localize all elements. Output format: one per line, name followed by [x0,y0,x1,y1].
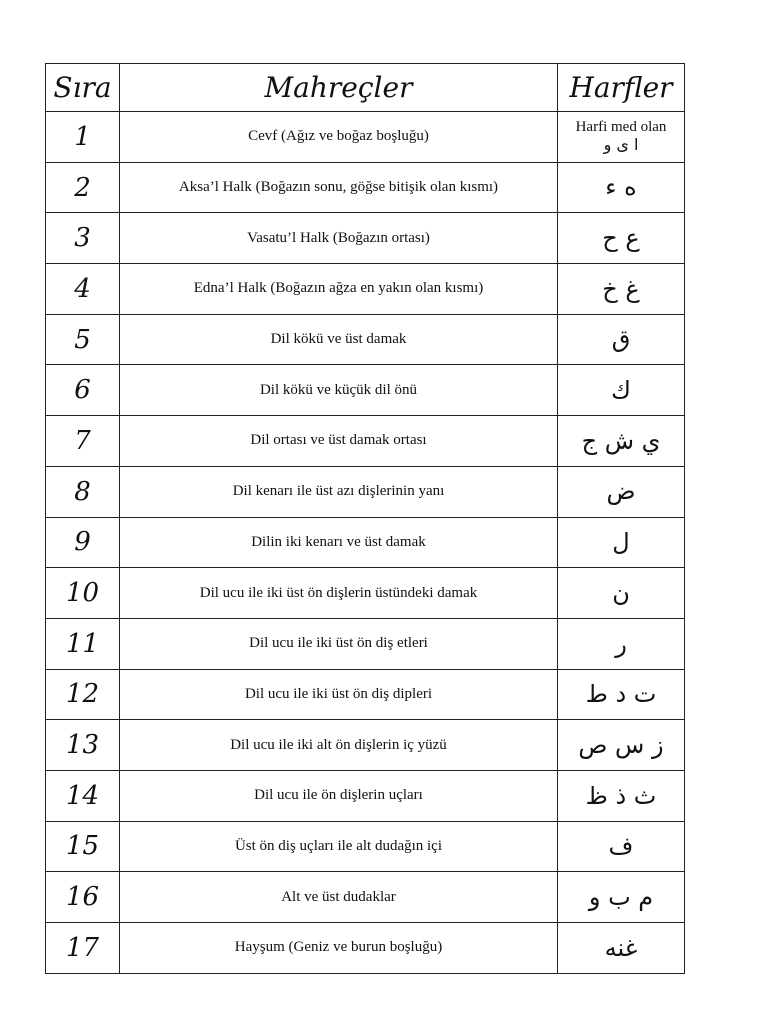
harfler-note: Harfi med olan [575,119,667,136]
arabic-letters: ت د ط [585,680,657,709]
mahrec-description: Dil ucu ile iki üst ön dişlerin üstündeki damak [120,568,558,619]
harfler-cell [558,669,685,720]
table-row [46,669,685,720]
table-row [46,314,685,365]
header-sira: Sıra [46,64,120,112]
mahrec-description: Alt ve üst dudaklar [120,872,558,923]
arabic-letters: ه ء [605,173,637,202]
row-number: 1 [46,112,120,163]
header-mahrecler: Mahreçler [120,64,558,112]
arabic-letters: غ خ [602,274,640,303]
mahrec-description: Dil ortası ve üst damak ortası [120,416,558,467]
table-row [46,872,685,923]
table-body [46,112,685,974]
table-row [46,568,685,619]
header-row [46,64,685,112]
row-number: 9 [46,517,120,568]
arabic-letters: ك [611,376,631,405]
row-number: 7 [46,416,120,467]
harfler-cell [558,162,685,213]
mahrec-description: Dil ucu ile ön dişlerin uçları [120,770,558,821]
table-row [46,770,685,821]
harfler-cell [558,923,685,974]
table-row [46,517,685,568]
mahrec-description: Dil kökü ve üst damak [120,314,558,365]
table-row [46,416,685,467]
table-row [46,720,685,771]
harfler-cell [558,264,685,315]
row-number: 10 [46,568,120,619]
arabic-letters: غنه [604,933,638,962]
row-number: 5 [46,314,120,365]
mahrec-description: Dil ucu ile iki üst ön diş etleri [120,618,558,669]
arabic-letters: ي ش ج [581,426,661,455]
table-row [46,821,685,872]
table-row [46,466,685,517]
harfler-cell [558,618,685,669]
harfler-cell [558,770,685,821]
mahrec-description: Dil kenarı ile üst azı dişlerinin yanı [120,466,558,517]
arabic-letters: ر [615,629,627,658]
mahrec-table [45,63,685,974]
arabic-letters: م ب و [588,882,654,911]
arabic-letters: ع ح [602,224,640,253]
mahrec-description: Dilin iki kenarı ve üst damak [120,517,558,568]
row-number: 8 [46,466,120,517]
row-number: 12 [46,669,120,720]
harfler-cell [558,720,685,771]
table-row [46,365,685,416]
row-number: 17 [46,923,120,974]
row-number: 13 [46,720,120,771]
arabic-letters: ل [612,528,630,557]
harfler-cell [558,416,685,467]
harfler-cell [558,314,685,365]
mahrec-description: Edna’l Halk (Boğazın ağza en yakın olan kısmı) [120,264,558,315]
arabic-letters: ث ذ ظ [585,781,657,810]
row-number: 16 [46,872,120,923]
row-number: 14 [46,770,120,821]
table-row [46,112,685,163]
header-harfler: Harfler [558,64,685,112]
harfler-cell [558,112,685,163]
mahrec-description: Dil ucu ile iki alt ön dişlerin iç yüzü [120,720,558,771]
table-row [46,162,685,213]
harfler-cell [558,568,685,619]
row-number: 11 [46,618,120,669]
row-number: 2 [46,162,120,213]
harfler-cell [558,466,685,517]
mahrec-description: Hayşum (Geniz ve burun boşluğu) [120,923,558,974]
arabic-letters: ض [606,477,636,506]
mahrec-description: Vasatu’l Halk (Boğazın ortası) [120,213,558,264]
harfler-cell [558,213,685,264]
table-row [46,264,685,315]
table-row [46,923,685,974]
harfler-cell [558,517,685,568]
row-number: 6 [46,365,120,416]
mahrec-description: Dil kökü ve küçük dil önü [120,365,558,416]
row-number: 4 [46,264,120,315]
table-row [46,213,685,264]
harfler-cell [558,821,685,872]
harfler-cell [558,365,685,416]
mahrec-description: Aksa’l Halk (Boğazın sonu, göğse bitişik olan kısmı) [120,162,558,213]
row-number: 3 [46,213,120,264]
harfler-cell [558,872,685,923]
mahrec-description: Cevf (Ağız ve boğaz boşluğu) [120,112,558,163]
mahrec-description: Dil ucu ile iki üst ön diş dipleri [120,669,558,720]
arabic-letters: ف [608,832,634,861]
row-number: 15 [46,821,120,872]
arabic-letters: ز س ص [578,730,664,759]
arabic-letters: ن [612,578,630,607]
mahrec-description: Üst ön diş uçları ile alt dudağın içi [120,821,558,872]
table-row [46,618,685,669]
arabic-letters: ا ى و [603,134,639,154]
arabic-letters: ق [611,325,631,354]
